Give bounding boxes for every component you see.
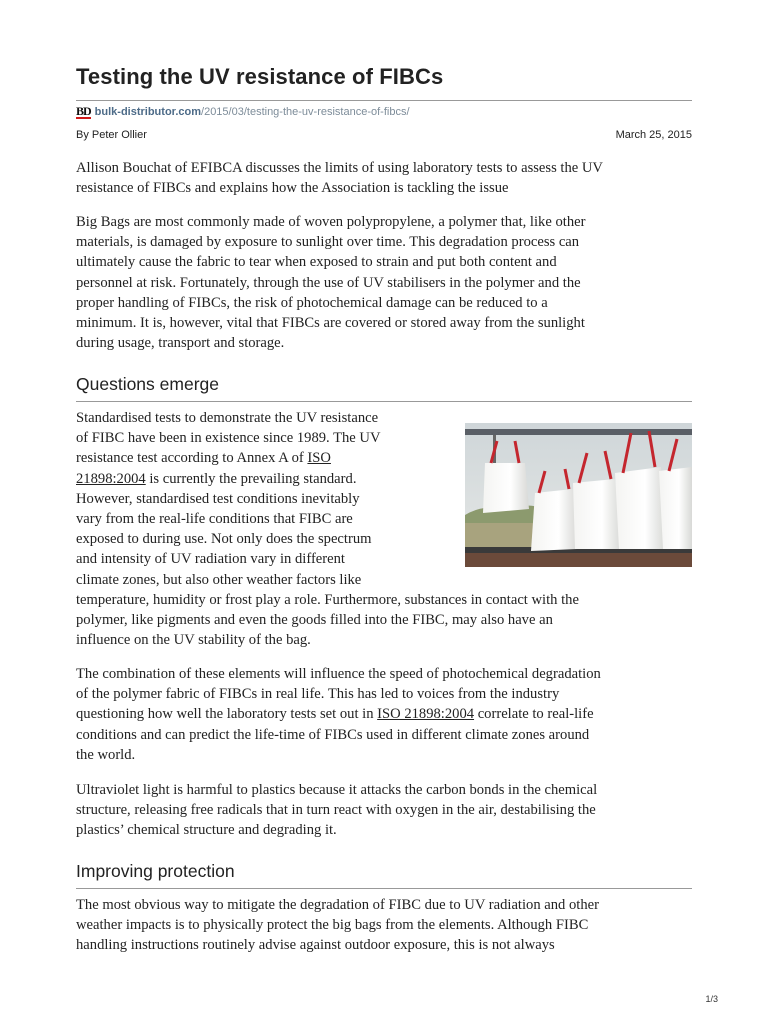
source-path: /2015/03/testing-the-uv-resistance-of-fibcs/ bbox=[201, 106, 410, 118]
text-line: of the polymer fabric of FIBCs in real life. This has led to voices from the industry bbox=[76, 686, 560, 703]
text-line: of FIBC have been in existence since 1989. The UV bbox=[76, 430, 381, 447]
article-title: Testing the UV resistance of FIBCs bbox=[76, 64, 444, 89]
text-line: Standardised tests to demonstrate the UV resistance bbox=[76, 410, 379, 426]
text-line: resistance test according to Annex A of bbox=[76, 450, 308, 467]
text-line: proper handling of FIBCs, the risk of photochemical damage can be reduced to a bbox=[76, 294, 548, 311]
fibc-bags-photo bbox=[465, 423, 692, 567]
text-line: climate zones, but also other weather factors like bbox=[76, 571, 362, 588]
text-line: polymer, like pigments and even the goods filled into the FIBC, may also have an bbox=[76, 612, 553, 629]
text-line: structure, releasing free radicals that in turn react with oxygen in the air, destabilising the bbox=[76, 802, 596, 819]
section-heading-questions-emerge: Questions emerge bbox=[76, 374, 219, 394]
text-line: materials, is damaged by exposure to sunlight over time. This degradation process can bbox=[76, 234, 580, 251]
text-line: ultimately cause the fabric to tear when exposed to strain and put both content and bbox=[76, 254, 557, 271]
iso-standard-link-cont[interactable]: 21898:2004 bbox=[76, 470, 146, 487]
byline bbox=[76, 129, 692, 141]
paragraph-1 bbox=[76, 212, 585, 353]
author: By Peter Ollier bbox=[76, 129, 147, 141]
text-line: temperature, humidity or frost play a role. Furthermore, substances in contact with the bbox=[76, 591, 579, 608]
title-rule bbox=[76, 100, 692, 101]
text-line: conditions and can predict the life-time of FIBCs used in different climate zones around bbox=[76, 726, 590, 743]
text-line: However, standardised test conditions inevitably bbox=[76, 490, 360, 507]
paragraph-4 bbox=[76, 780, 597, 841]
text-line: Allison Bouchat of EFIBCA discusses the limits of using laboratory tests to assess the UV bbox=[76, 160, 603, 176]
text-line: minimum. It is, however, vital that FIBCs are covered or stored away from the sunlight bbox=[76, 315, 585, 332]
bd-logo-icon: BD bbox=[76, 103, 91, 118]
intro-paragraph bbox=[76, 158, 603, 198]
source-domain-link[interactable]: bulk-distributor.com bbox=[94, 106, 202, 118]
text-line: weather impacts is to physically protect the big bags from the elements. Although FIBC bbox=[76, 917, 589, 934]
text-line: Ultraviolet light is harmful to plastics because it attacks the carbon bonds in the chemical bbox=[76, 782, 598, 798]
text-line: The combination of these elements will influence the speed of photochemical degradation bbox=[76, 666, 601, 682]
text-line: and intensity of UV radiation vary in different bbox=[76, 551, 345, 568]
iso-standard-link-2[interactable]: ISO 21898:2004 bbox=[377, 706, 475, 723]
text-line: is currently the prevailing standard. bbox=[145, 470, 357, 487]
text-line: The most obvious way to mitigate the degradation of FIBC due to UV radiation and other bbox=[76, 897, 599, 913]
paragraph-5 bbox=[76, 895, 599, 956]
text-line: correlate to real-life bbox=[474, 706, 594, 723]
text-line: during usage, transport and storage. bbox=[76, 335, 285, 352]
text-line: resistance of FIBCs and explains how the Association is tackling the issue bbox=[76, 180, 509, 197]
text-line: plastics’ chemical structure and degrading it. bbox=[76, 822, 337, 839]
section-heading-improving-protection: Improving protection bbox=[76, 861, 235, 881]
text-line: exposed to during use. Not only does the spectrum bbox=[76, 531, 372, 548]
text-line: vary from the real-life conditions that FIBC are bbox=[76, 511, 353, 528]
text-line: influence on the UV stability of the bag. bbox=[76, 632, 311, 649]
paragraph-3 bbox=[76, 664, 601, 765]
publish-date: March 25, 2015 bbox=[615, 129, 692, 141]
text-line: handling instructions routinely advise against outdoor exposure, this is not always bbox=[76, 937, 555, 954]
text-line: questioning how well the laboratory tests set out in bbox=[76, 706, 378, 723]
source-line bbox=[76, 104, 410, 120]
text-line: the world. bbox=[76, 746, 136, 763]
section-rule bbox=[76, 888, 692, 889]
iso-standard-link[interactable]: ISO bbox=[307, 450, 331, 467]
text-line: personnel at risk. Fortunately, through the use of UV stabilisers in the polymer and the bbox=[76, 274, 581, 291]
text-line: Big Bags are most commonly made of woven polypropylene, a polymer that, like other bbox=[76, 214, 586, 230]
section-rule bbox=[76, 401, 692, 402]
page-number: 1/3 bbox=[705, 994, 718, 1004]
